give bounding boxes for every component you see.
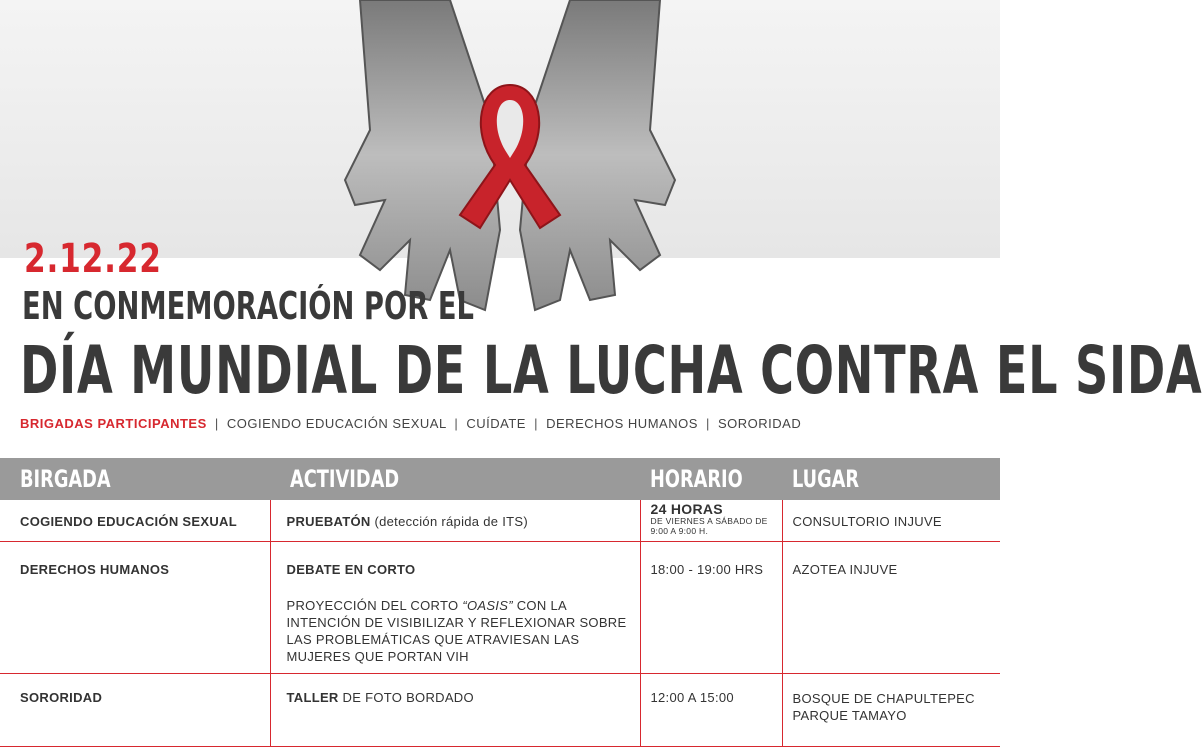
brigade-item: SORORIDAD (718, 416, 802, 431)
cell-horario: 12:00 A 15:00 (640, 673, 782, 746)
brigades-lead: BRIGADAS PARTICIPANTES (20, 416, 207, 431)
column-header-horario: HORARIO (640, 458, 782, 500)
table-row (0, 500, 1000, 541)
cell-actividad: DEBATE EN CORTO PROYECCIÓN DEL CORTO “OASIS” CON LA INTENCIÓN DE VISIBILIZAR Y REFLEXIONAR SOBRE LAS PROBLEMÁTICAS QUE ATRAVIESAN LAS MUJERES QUE PORTAN VIH (270, 541, 640, 673)
cell-actividad: TALLER DE FOTO BORDADO (270, 673, 640, 746)
hands-ribbon-illustration (300, 0, 720, 330)
cell-brigada: DERECHOS HUMANOS (0, 541, 270, 673)
cell-brigada: SORORIDAD (0, 673, 270, 746)
column-header-actividad: ACTIVIDAD (270, 458, 640, 500)
brigade-item: DERECHOS HUMANOS (546, 416, 698, 431)
table-row (0, 673, 1000, 746)
cell-brigada: COGIENDO EDUCACIÓN SEXUAL (0, 500, 270, 541)
separator: | (534, 416, 538, 431)
separator: | (214, 416, 219, 431)
separator: | (706, 416, 710, 431)
cell-lugar: BOSQUE DE CHAPULTEPEC PARQUE TAMAYO (782, 673, 1000, 746)
cell-actividad: PRUEBATÓN (detección rápida de ITS) (270, 500, 640, 541)
activity-description: PROYECCIÓN DEL CORTO “OASIS” CON LA INTENCIÓN DE VISIBILIZAR Y REFLEXIONAR SOBRE LAS PROBLEMÁTICAS QUE ATRAVIESAN LAS MUJERES QUE PORTAN VIH (286, 597, 627, 664)
brigade-item: CUÍDATE (466, 416, 526, 431)
brigade-item: COGIENDO EDUCACIÓN SEXUAL (226, 416, 447, 431)
table-header-row (0, 458, 1000, 500)
separator: | (454, 416, 459, 431)
cell-horario: 24 HORAS DE VIERNES A SÁBADO DE 9:00 A 9:00 H. (640, 500, 782, 541)
cell-lugar: CONSULTORIO INJUVE (782, 500, 1000, 541)
schedule-table (0, 458, 1000, 747)
column-header-lugar: LUGAR (782, 458, 1000, 500)
page-subtitle: EN CONMEMORACIÓN POR EL (22, 284, 474, 328)
column-header-brigada: BIRGADA (0, 458, 270, 500)
table-row (0, 541, 1000, 673)
participating-brigades (20, 416, 801, 431)
page-title: DÍA MUNDIAL DE LA LUCHA CONTRA EL SIDA (20, 332, 1202, 409)
event-date: 2.12.22 (24, 236, 162, 282)
cell-horario: 18:00 - 19:00 HRS (640, 541, 782, 673)
cell-lugar: AZOTEA INJUVE (782, 541, 1000, 673)
